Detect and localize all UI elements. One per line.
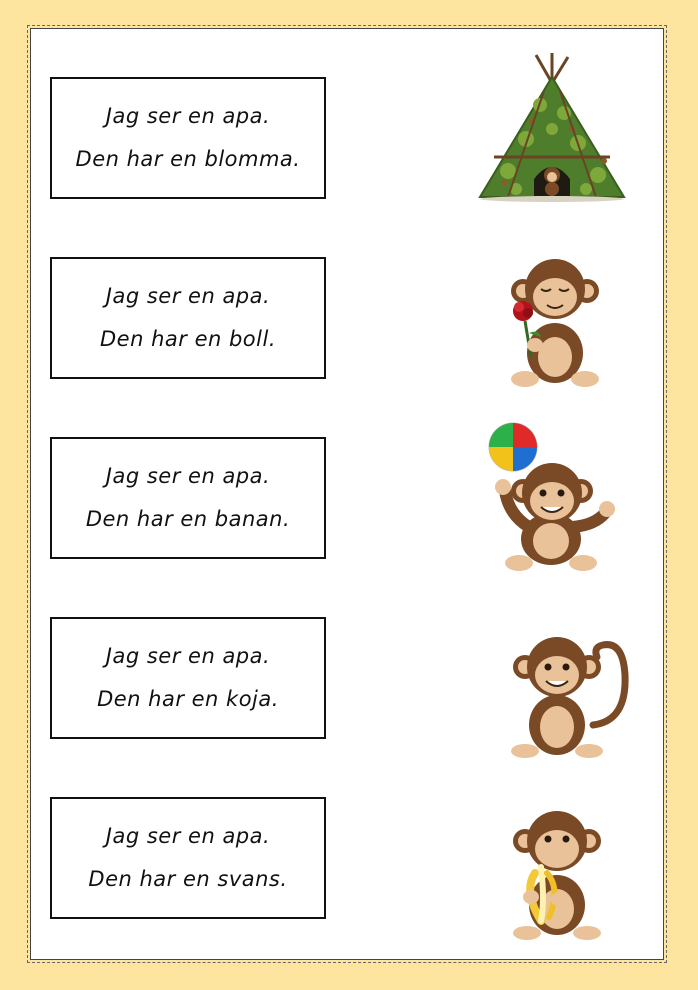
sentence-line-2: Den har en blomma. — [75, 147, 301, 171]
monkey-with-ball-icon — [479, 417, 615, 575]
sentence-card-2 — [50, 257, 326, 379]
sentence-card-1 — [50, 77, 326, 199]
sentence-line-2: Den har en svans. — [88, 867, 288, 891]
worksheet — [30, 28, 664, 960]
sentence-line-2: Den har en boll. — [100, 327, 276, 351]
sentence-line-2: Den har en banan. — [85, 507, 291, 531]
hut-icon — [474, 51, 630, 203]
sentence-line-1: Jag ser en apa. — [105, 644, 271, 668]
sentence-line-1: Jag ser en apa. — [105, 824, 271, 848]
sentence-card-5 — [50, 797, 326, 919]
sentence-card-4 — [50, 617, 326, 739]
sentence-line-1: Jag ser en apa. — [105, 284, 271, 308]
monkey-with-tail-icon — [501, 625, 641, 761]
monkey-with-banana-icon — [501, 801, 611, 943]
sentence-line-2: Den har en koja. — [97, 687, 279, 711]
monkey-with-flower-icon — [497, 249, 609, 391]
sentence-card-3 — [50, 437, 326, 559]
sentence-line-1: Jag ser en apa. — [105, 104, 271, 128]
sentence-line-1: Jag ser en apa. — [105, 464, 271, 488]
